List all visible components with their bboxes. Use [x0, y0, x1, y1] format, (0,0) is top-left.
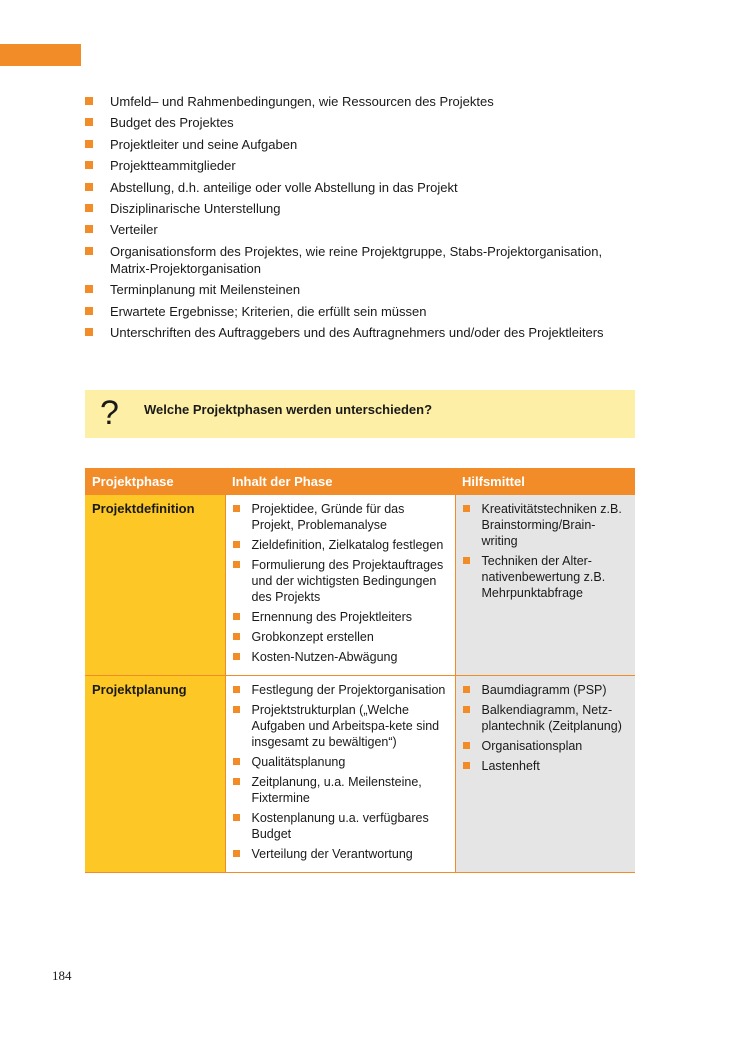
list-item: Kosten-Nutzen-Abwägung [233, 649, 448, 665]
phase-tools-cell [455, 676, 635, 873]
list-item: Disziplinarische Unterstellung [85, 200, 645, 217]
question-mark-icon: ? [100, 394, 119, 432]
square-bullet-icon [463, 686, 470, 693]
list-item: Verteiler [85, 221, 645, 238]
list-item: Baumdiagramm (PSP) [463, 682, 629, 698]
square-bullet-icon [233, 758, 240, 765]
list-item: Projektteammitglieder [85, 157, 645, 174]
square-bullet-icon [233, 561, 240, 568]
list-item: Unterschriften des Auftraggebers und des Auftragnehmers und/oder des Projektleiters [85, 324, 645, 341]
square-bullet-icon [85, 225, 93, 233]
project-phases-table [85, 468, 635, 873]
list-item: Lastenheft [463, 758, 629, 774]
list-item: Projektleiter und seine Aufgaben [85, 136, 645, 153]
question-box [85, 390, 635, 438]
square-bullet-icon [233, 706, 240, 713]
list-item: Ernennung des Projektleiters [233, 609, 448, 625]
list-item: Kreativitätstechniken z.B. Brainstorming/Brain-writing [463, 501, 629, 549]
square-bullet-icon [233, 613, 240, 620]
square-bullet-icon [463, 557, 470, 564]
list-item: Festlegung der Projektorganisation [233, 682, 448, 698]
list-item: Zieldefinition, Zielkatalog festlegen [233, 537, 448, 553]
phase-content-cell [225, 676, 455, 873]
square-bullet-icon [85, 140, 93, 148]
list-item: Projektstrukturplan („Welche Aufgaben und Arbeitspa-kete sind insgesamt zu bewältigen“) [233, 702, 448, 750]
list-item: Budget des Projektes [85, 114, 645, 131]
phase-content-cell [225, 495, 455, 676]
table-row [85, 495, 635, 676]
list-item: Umfeld– und Rahmenbedingungen, wie Ressourcen des Projektes [85, 93, 645, 110]
square-bullet-icon [85, 285, 93, 293]
square-bullet-icon [85, 97, 93, 105]
square-bullet-icon [233, 778, 240, 785]
list-item: Balkendiagramm, Netz-plantechnik (Zeitplanung) [463, 702, 629, 734]
square-bullet-icon [233, 653, 240, 660]
square-bullet-icon [233, 505, 240, 512]
table-row [85, 676, 635, 873]
list-item: Abstellung, d.h. anteilige oder volle Abstellung in das Projekt [85, 179, 645, 196]
square-bullet-icon [85, 183, 93, 191]
list-item: Formulierung des Projektauftrages und der wichtigsten Bedingungen des Projekts [233, 557, 448, 605]
square-bullet-icon [85, 328, 93, 336]
square-bullet-icon [233, 850, 240, 857]
table-header-row [85, 468, 635, 495]
requirements-bullet-list [85, 93, 645, 345]
page-number: 184 [52, 968, 72, 983]
square-bullet-icon [85, 161, 93, 169]
list-item: Projektidee, Gründe für das Projekt, Problemanalyse [233, 501, 448, 533]
list-item: Organisationsplan [463, 738, 629, 754]
list-item: Verteilung der Verantwortung [233, 846, 448, 862]
square-bullet-icon [233, 814, 240, 821]
column-header-phase: Projektphase [85, 468, 225, 495]
column-header-tools: Hilfsmittel [455, 468, 635, 495]
square-bullet-icon [463, 505, 470, 512]
square-bullet-icon [85, 204, 93, 212]
column-header-content: Inhalt der Phase [225, 468, 455, 495]
list-item: Grobkonzept erstellen [233, 629, 448, 645]
square-bullet-icon [463, 742, 470, 749]
list-item: Techniken der Alter-nativenbewertung z.B. Mehrpunktabfrage [463, 553, 629, 601]
square-bullet-icon [85, 307, 93, 315]
square-bullet-icon [233, 633, 240, 640]
phase-name-cell: Projektdefinition [85, 495, 225, 676]
square-bullet-icon [233, 686, 240, 693]
list-item: Terminplanung mit Meilensteinen [85, 281, 645, 298]
phase-tools-cell [455, 495, 635, 676]
list-item: Organisationsform des Projektes, wie reine Projektgruppe, Stabs-Projektorganisation, Matrix-Projektorganisation [85, 243, 645, 277]
list-item: Zeitplanung, u.a. Meilensteine, Fixtermine [233, 774, 448, 806]
list-item: Qualitätsplanung [233, 754, 448, 770]
square-bullet-icon [463, 762, 470, 769]
question-text: Welche Projektphasen werden unterschieden? [144, 402, 433, 417]
list-item: Erwartete Ergebnisse; Kriterien, die erfüllt sein müssen [85, 303, 645, 320]
list-item: Kostenplanung u.a. verfügbares Budget [233, 810, 448, 842]
square-bullet-icon [463, 706, 470, 713]
square-bullet-icon [85, 118, 93, 126]
square-bullet-icon [233, 541, 240, 548]
phase-name-cell: Projektplanung [85, 676, 225, 873]
chapter-tab-marker [0, 44, 81, 66]
square-bullet-icon [85, 247, 93, 255]
